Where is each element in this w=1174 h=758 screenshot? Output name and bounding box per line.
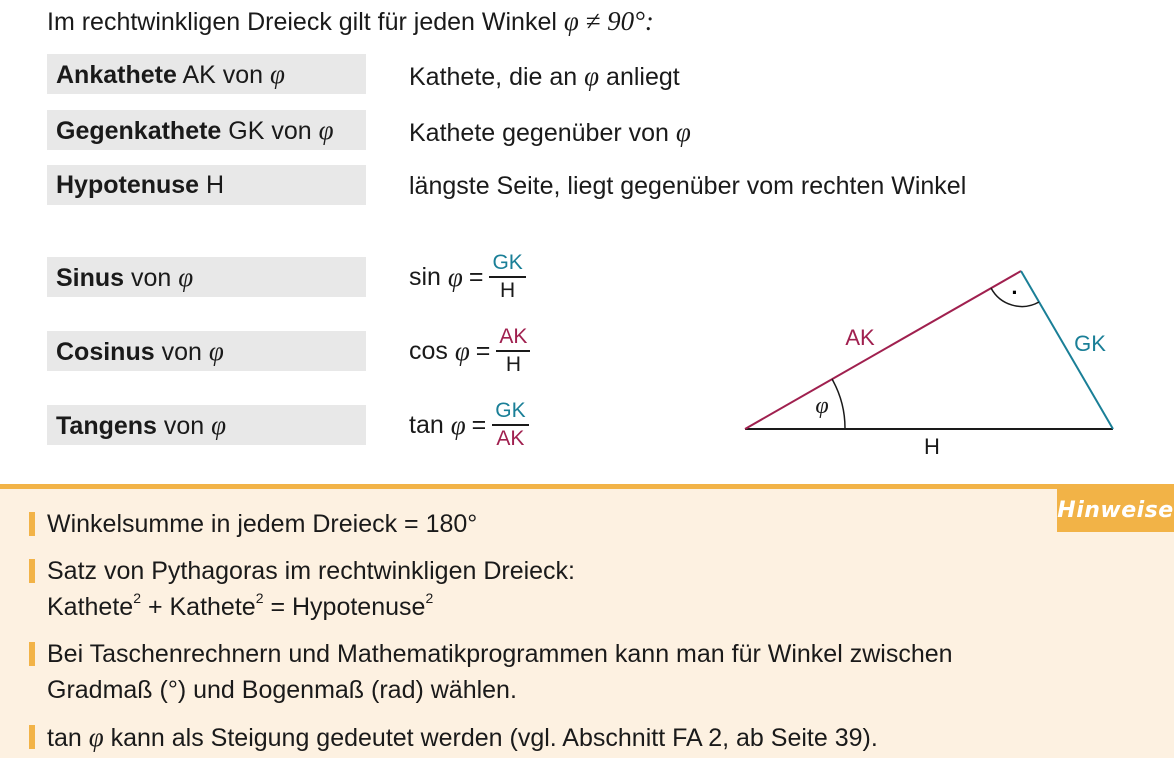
term-rest: von (131, 264, 172, 292)
hints-tag: Hinweise (1057, 489, 1174, 532)
formula-cos: cos φ = $\frac{AK}{H}$ (409, 325, 530, 377)
intro-text: Im rechtwinkligen Dreieck gilt für jeden Winkel (47, 8, 557, 36)
term-cosinus (47, 331, 366, 371)
term-label: Hypotenuse (56, 171, 200, 199)
phi-symbol: φ (178, 262, 194, 292)
hint-tangens: tan φ kann als Steigung gedeutet werden (vgl. Abschnitt FA 2, ab Seite 39). (47, 722, 878, 752)
term-label: Tangens (56, 412, 157, 440)
phi-symbol: φ (270, 59, 285, 89)
hint-pythagoras-line1: Satz von Pythagoras im rechtwinkligen Dreieck: (47, 557, 576, 585)
term-label: Ankathete (56, 61, 177, 89)
term-rest: von (163, 412, 205, 440)
phi-symbol: φ (318, 115, 334, 145)
term-rest: H (206, 171, 225, 199)
phi-symbol: φ (88, 722, 104, 752)
bullet-bar (29, 642, 35, 666)
formula-sin: sin φ = $\frac{GK}{H}$ (409, 251, 526, 303)
desc-gegenkathete: Kathete gegenüber von φ (409, 117, 691, 147)
term-sinus (47, 257, 366, 297)
phi-symbol: φ (211, 410, 227, 440)
term-tangens (47, 405, 366, 445)
phi-symbol: φ (675, 117, 691, 147)
fraction: $\frac{GK}{H}$ (489, 251, 525, 303)
label-gk: GK (1074, 331, 1106, 356)
term-hypotenuse (47, 165, 366, 205)
hint-winkelsumme: Winkelsumme in jedem Dreieck = 180° (47, 510, 478, 538)
term-gegenkathete (47, 110, 366, 150)
label-h: H (924, 434, 940, 459)
phi-symbol: φ (584, 61, 600, 91)
term-label: Sinus (56, 264, 125, 292)
term-label: Gegenkathete (56, 117, 222, 145)
term-label: Cosinus (56, 338, 155, 366)
phi-symbol: φ (208, 336, 224, 366)
desc-hypotenuse: längste Seite, liegt gegenüber vom rechten Winkel (409, 172, 967, 200)
formula-tan: tan φ = $\frac{GK}{AK}$ (409, 399, 529, 451)
angle-arc (832, 379, 845, 429)
bullet-bar (29, 559, 35, 583)
hint-rechner-line2: Gradmaß (°) und Bogenmaß (rad) wählen. (47, 676, 517, 704)
term-rest: GK von (228, 117, 312, 145)
right-angle-dot: · (1011, 280, 1019, 305)
hint-rechner-line1: Bei Taschenrechnern und Mathematikprogrammen kann man für Winkel zwischen (47, 640, 953, 668)
right-triangle-diagram (700, 250, 1130, 465)
intro-tail: φ ≠ 90°: (563, 6, 654, 36)
term-ankathete (47, 54, 366, 94)
fraction: $\frac{AK}{H}$ (496, 325, 530, 377)
bullet-bar (29, 725, 35, 749)
fraction: $\frac{GK}{AK}$ (492, 399, 528, 451)
hint-pythagoras-formula: Kathete$^2$ + Kathete$^2$ = Hypotenuse$^2$ (47, 590, 434, 621)
label-angle: φ (815, 393, 829, 419)
side-ak (745, 271, 1021, 429)
desc-ankathete: Kathete, die an φ anliegt (409, 61, 680, 91)
intro-line (47, 4, 654, 39)
term-rest: AK von (182, 61, 264, 89)
bullet-bar (29, 512, 35, 536)
term-rest: von (161, 338, 202, 366)
label-ak: AK (845, 325, 875, 350)
